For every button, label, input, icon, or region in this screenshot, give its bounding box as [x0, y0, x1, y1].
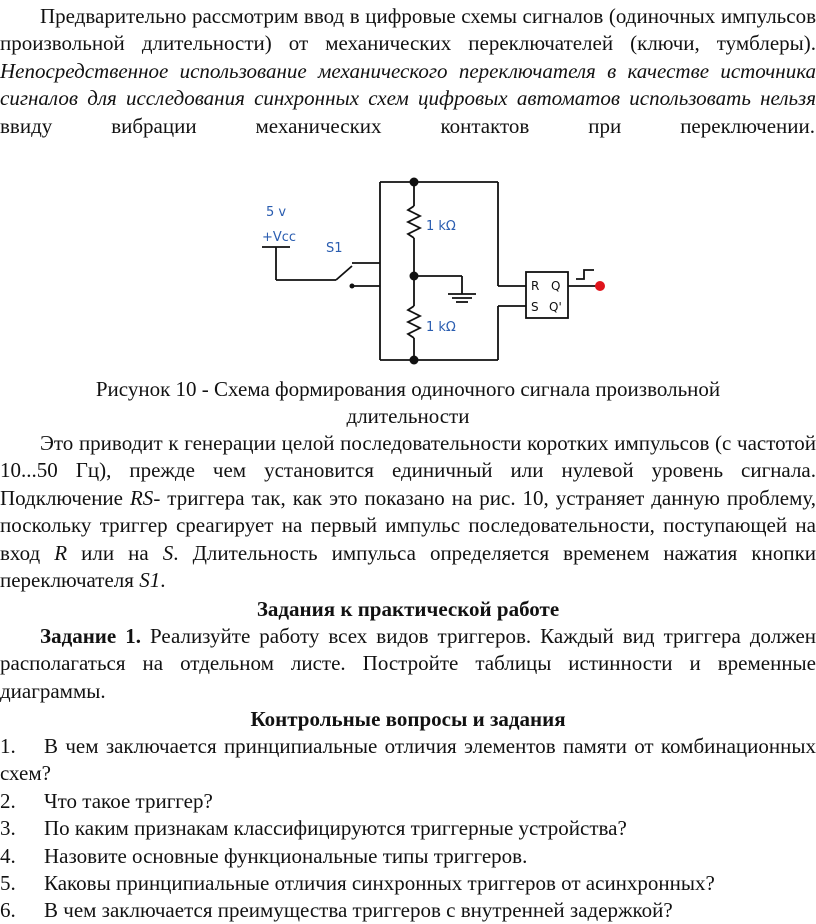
- bottom-node: [410, 356, 419, 365]
- intro-italic-text: Непосредственное использование механического переключателя в качестве источника сигналов для исследования синхронных схем цифровых автоматов использовать нельзя: [0, 58, 816, 111]
- switch-label: S1: [326, 241, 343, 256]
- caption-line-2: длительности: [346, 404, 470, 429]
- top-resistor: [408, 206, 420, 238]
- task-label: Задание 1.: [40, 624, 141, 648]
- pin-r-label: R: [531, 279, 540, 293]
- middle-node: [410, 272, 419, 281]
- section-title-tasks: Задания к практической работе: [256, 597, 560, 621]
- pulse-indicator-icon: [576, 270, 594, 279]
- pin-s-label: S: [531, 300, 539, 314]
- vcc-label: +Vcc: [262, 230, 297, 245]
- task-text: Реализуйте работу всех видов триггеров. Каждый вид триггера должен располагаться на отдельном листе. Постройте таблицы истинности и временные диаграммы.: [0, 624, 816, 703]
- intro-paragraph: [0, 3, 816, 140]
- list-item: 1. В чем заключается принципиальные отличия элементов памяти от комбинационных схем?: [0, 734, 816, 786]
- bottom-resistor: [408, 306, 420, 338]
- bottom-resistor-label: 1 kΩ: [426, 320, 456, 335]
- pin-qn-label: Q': [549, 300, 562, 314]
- intro-text-end: ввиду вибрации механических контактов при переключении.: [0, 113, 815, 138]
- task-paragraph: [0, 623, 816, 705]
- voltage-label: 5 v: [266, 205, 287, 220]
- circuit-diagram: [0, 172, 816, 372]
- intro-text: Предварительно рассмотрим ввод в цифровые схемы сигналов (одиночных импульсов произвольной длительности) от механических переключателей (ключи, тумблеры).: [0, 4, 816, 56]
- switch-contact-dot: [350, 284, 355, 289]
- switch-blade: [336, 266, 352, 280]
- caption-line-1: Рисунок 10 - Схема формирования одиночного сигнала произвольной: [95, 377, 721, 401]
- section-title-questions: Контрольные вопросы и задания: [250, 707, 566, 731]
- figure-caption: [0, 376, 816, 431]
- explanation-paragraph: Это приводит к генерации целой последовательности коротких импульсов (с частотой 10...50 Гц), прежде чем установится единичный или нулевой уровень сигнала. Подключение RS- триггера так, как это показано на рис. 10, устраняет данную проблему, поскольку триггер среагирует на первый импульс последовательности, поступающей на вход R или на S. Длительность импульса определяется временем нажатия кнопки переключателя S1.: [0, 431, 816, 593]
- top-resistor-label: 1 kΩ: [426, 219, 456, 234]
- top-node: [410, 178, 419, 187]
- document-page: Предварительно рассмотрим ввод в цифровые схемы сигналов (одиночных импульсов произвольной длительности) от механических переключателей (ключи, тумблеры). Непосредственное использование механического переключателя в качестве источника сигналов для исследования синхронных схем цифровых автоматов использовать нельзя ввиду вибрации механических контактов при переключении. 5 v +Vcc S1 1 kΩ 1 kΩ R S Q Q' Рисунок 10 - Схема формирования одиночного сигнала произвольной длительности Это приводит к генерации целой последовательности коротких импульсов (с частотой 10...50 Гц), прежде чем установится единичный или нулевой уровень сигнала. Подключение RS- триггера так, как это показано на рис. 10, устраняет данную проблему, поскольку триггер среагирует на первый импульс последовательности, поступающей на вход R или на S. Длительность импульса определяется временем нажатия кнопки переключателя S1. Задания к практической работе Задание 1. Реализуйте работу всех видов триггеров. Каждый вид триггера должен располагаться на отдельном листе. Постройте таблицы истинности и временные диаграммы. Контрольные вопросы и задания 1. В чем заключается принципиальные отличия элементов памяти от комбинационных схем? 2. Что такое триггер? 3. По каким признакам классифицируются триггерные устройства? 4. Назовите основные функциональные типы триггеров. 5. Каковы принципиальные отличия синхронных триггеров от асинхронных? 6. В чем заключается преимущества триггеров с внутренней задержкой?: [0, 4, 816, 922]
- pin-q-label: Q: [551, 279, 561, 293]
- output-probe-icon: [595, 281, 605, 291]
